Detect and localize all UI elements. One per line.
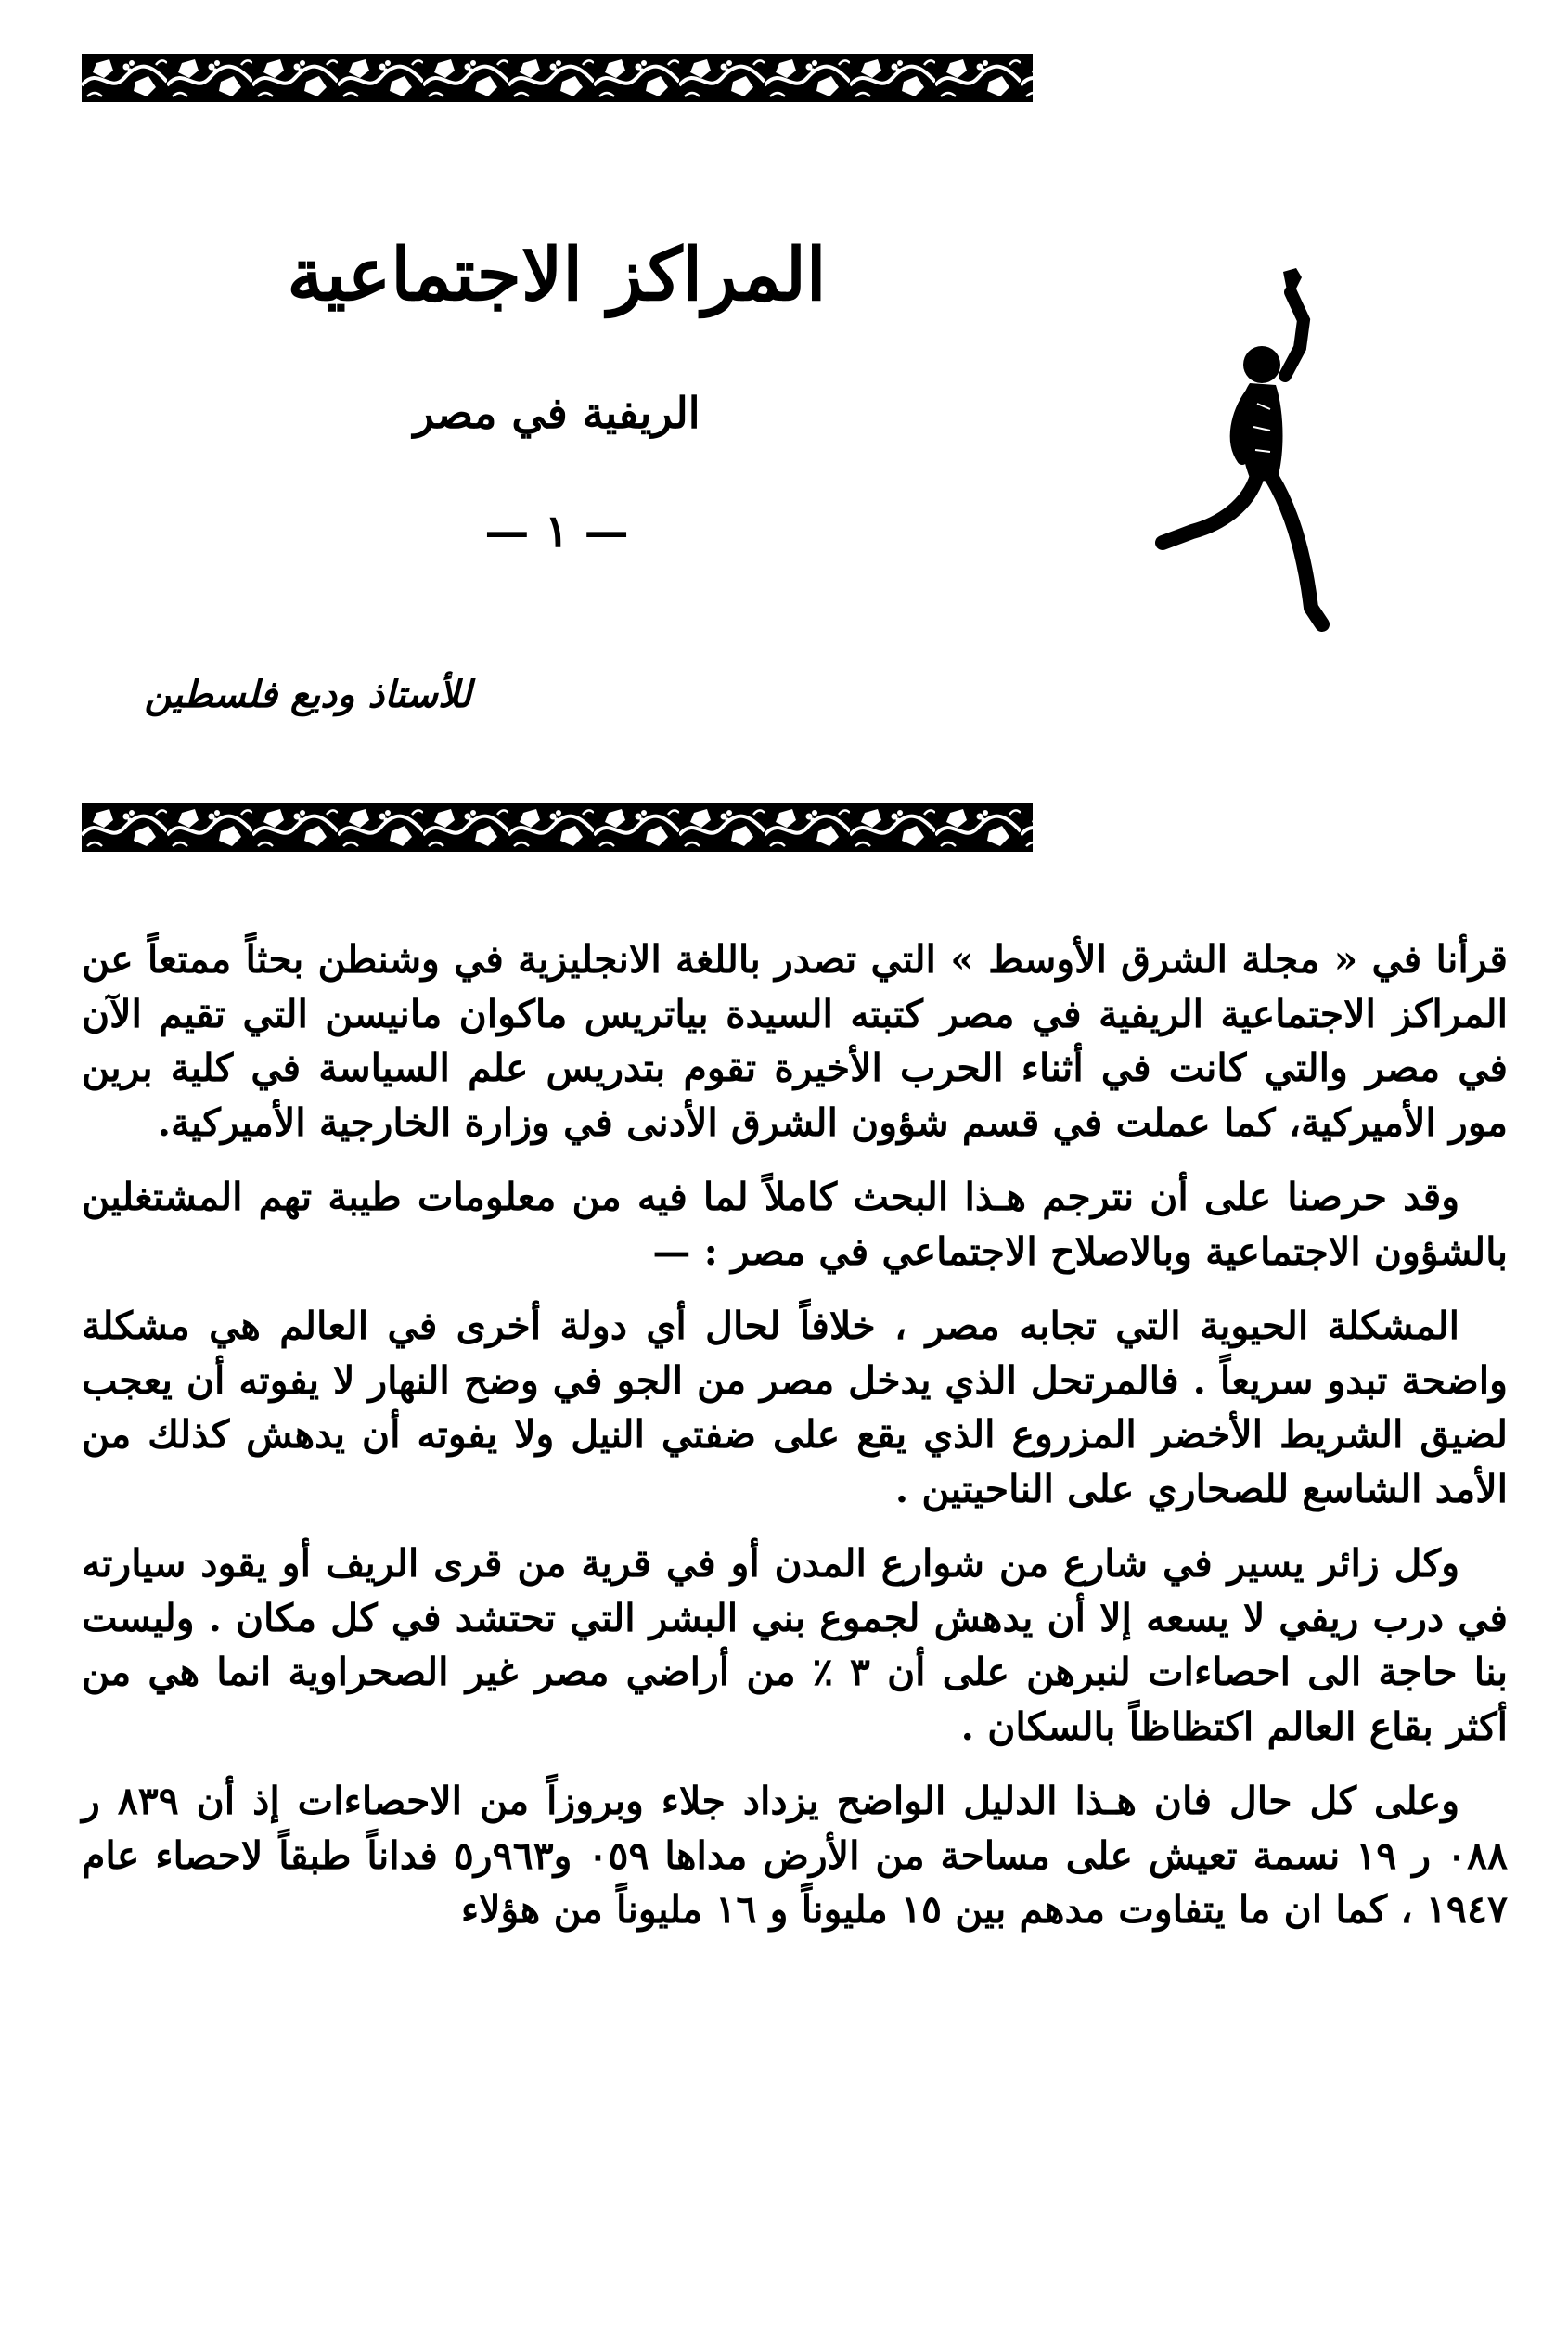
author-byline: للأستاذ وديع فلسطين <box>144 673 471 716</box>
ornament-band-bottom <box>82 803 1033 852</box>
article-body <box>82 932 1508 1958</box>
ornament-band-top <box>82 54 1033 102</box>
article-title: المراكز الاجتماعية <box>287 233 827 317</box>
vine-ornament-icon <box>82 803 1033 852</box>
paragraph: وكل زائر يسير في شارع من شوارع المدن أو في قرية من قرى الريف أو يقود سيارته في درب ريفي لا يسعه إلا أن يدهش لجموع بني البشر التي تحتشد في كل مكان . وليست بنا حاجة الى احصاءات لنبرهن على أن ٣ ٪ من أراضي مصر غير الصحراوية انما هي من أكثر بقاع العالم اكتظاظاً بالسكان . <box>82 1541 1508 1749</box>
article-subtitle: الريفية في مصر <box>413 388 700 438</box>
part-number: — ١ — <box>484 506 629 558</box>
torch-runner-icon <box>1146 264 1396 639</box>
torch-runner-figure <box>1146 264 1396 636</box>
paragraph: قرأنا في « مجلة الشرق الأوسط » التي تصدر باللغة الانجليزية في وشنطن بحثاً ممتعاً عن المراكز الاجتماعية الريفية في مصر كتبته السيدة بياتريس ماكوان مانيسن التي تقيم الآن في مصر والتي كانت في أثناء الحرب الأخيرة تقوم بتدريس علم السياسة في كلية برين مور الأميركية، كما عملت في قسم شؤون الشرق الأدنى في وزارة الخارجية الأميركية. <box>82 937 1508 1145</box>
vine-ornament-icon <box>82 54 1033 102</box>
paragraph: المشكلة الحيوية التي تجابه مصر ، خلافاً لحال أي دولة أخرى في العالم هي مشكلة واضحة تبدو سريعاً . فالمرتحل الذي يدخل مصر من الجو في وضح النهار لا يفوته أن يعجب لضيق الشريط الأخضر المزروع الذي يقع على ضفتي النيل ولا يفوته أن يدهش كذلك من الأمد الشاسع للصحاري على الناحيتين . <box>82 1304 1508 1511</box>
paragraph: وعلى كل حال فان هـذا الدليل الواضح يزداد جلاء وبروزاً من الاحصاءات إذ أن ٨٣٩ ر ٠٨٨ ر ١٩ نسمة تعيش على مساحة من الأرض مداها ٠٥٩ و٩٦٣ر٥ فداناً طبقاً لاحصاء عام ١٩٤٧ ، كما ان ما يتفاوت مدهم بين ١٥ مليوناً و ١٦ مليوناً من هؤلاء <box>82 1779 1509 1932</box>
paragraph: وقد حرصنا على أن نترجم هـذا البحث كاملاً لما فيه من معلومات طيبة تهم المشتغلين بالشؤون الاجتماعية وبالاصلاح الاجتماعي في مصر : — <box>82 1175 1508 1274</box>
